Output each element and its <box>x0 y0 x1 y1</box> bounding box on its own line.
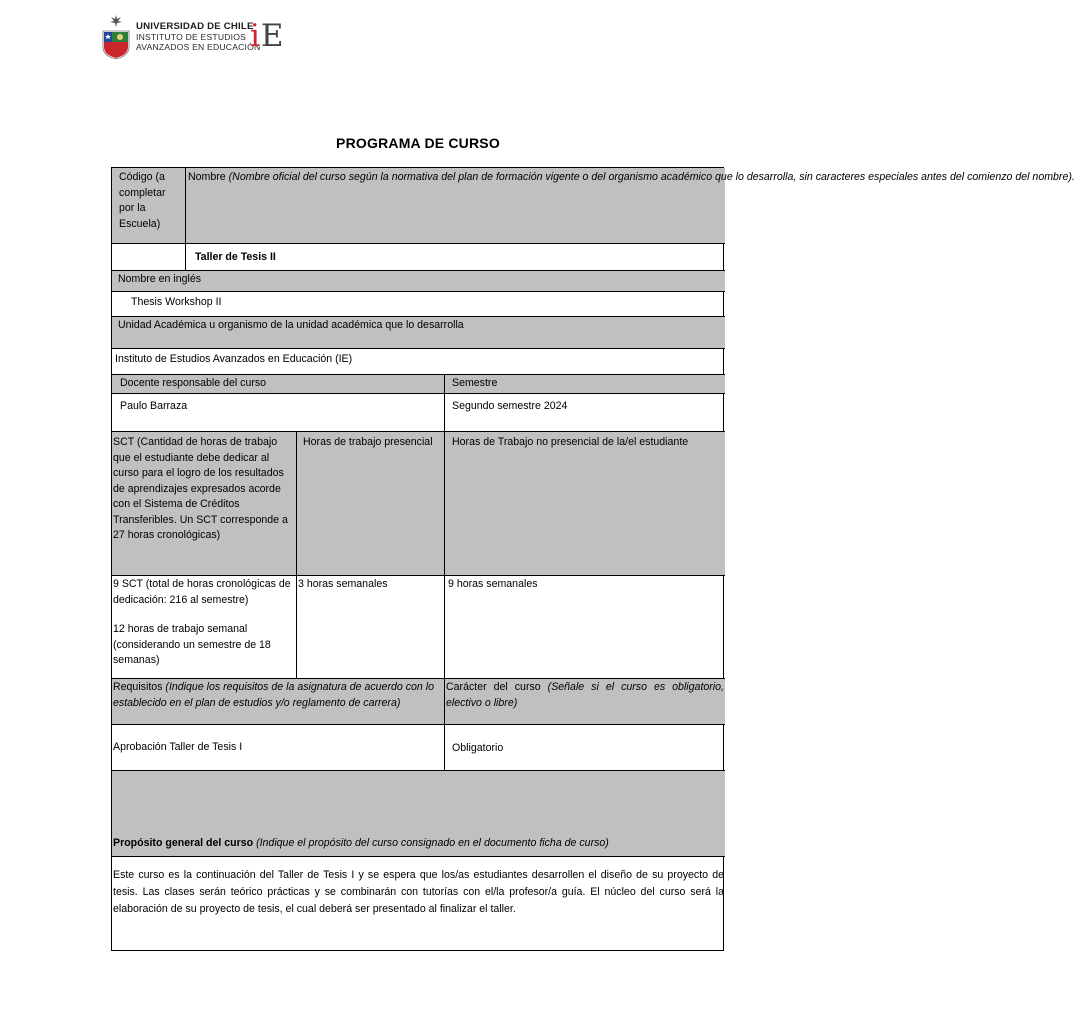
ie-logo-mark <box>250 18 285 54</box>
requisitos-label-cell <box>112 678 445 724</box>
logo-line-2: INSTITUTO DE ESTUDIOS <box>136 32 247 42</box>
docente-value: Paulo Barraza <box>120 400 188 412</box>
codigo-label-cell <box>112 168 186 243</box>
proposito-label-cell <box>112 770 725 856</box>
proposito-value: Este curso es la continuación del Taller de Tesis I y se espera que los/as estudiantes desarrollen el diseño de su proyecto de tesis. Las clases serán teórico prácticas y se combinarán con tutorías con el/la profesor/a guía. El núcleo del curso será la elaboración de su proyecto de tesis, el cual deberá ser presentado al finalizar el taller. <box>113 869 724 915</box>
nombre-ingles-label-cell <box>112 270 725 291</box>
horas-presencial-label: Horas de trabajo presencial <box>303 436 433 448</box>
docente-label: Docente responsable del curso <box>120 377 267 389</box>
ie-logo-i: i <box>250 18 261 54</box>
unidad-label-cell <box>112 316 725 348</box>
horas-no-presencial-label: Horas de Trabajo no presencial de la/el estudiante <box>452 436 689 448</box>
caracter-label: Carácter del curso <box>446 681 541 693</box>
nombre-value: Taller de Tesis II <box>195 251 276 263</box>
sct-value-weekly: 12 horas de trabajo semanal (considerando un semestre de 18 semanas) <box>113 623 271 666</box>
caracter-value: Obligatorio <box>452 742 504 754</box>
proposito-value-cell <box>112 856 725 952</box>
caracter-hint: (Señale si el curso es obligatorio, electivo o libre) <box>446 681 724 709</box>
nombre-ingles-value: Thesis Workshop II <box>131 296 222 308</box>
nombre-label: Nombre <box>188 171 226 183</box>
caracter-value-cell <box>445 724 725 770</box>
codigo-value-cell <box>112 243 186 270</box>
sct-value-cell <box>112 575 297 678</box>
nombre-label-cell <box>186 168 1075 243</box>
nombre-hint: (Nombre oficial del curso según la normativa del plan de formación vigente o del organismo académico que lo desarrolla, sin caracteres especiales antes del comienzo del nombre). <box>228 171 1075 183</box>
requisitos-label: Requisitos <box>113 681 163 693</box>
requisitos-value: Aprobación Taller de Tesis I <box>113 741 243 753</box>
university-crest-icon <box>102 14 130 60</box>
unidad-label: Unidad Académica u organismo de la unidad académica que lo desarrolla <box>118 319 464 331</box>
logo-line-3: AVANZADOS EN EDUCACIÓN <box>136 42 261 52</box>
requisitos-value-cell <box>112 724 445 770</box>
semestre-label: Semestre <box>452 377 498 389</box>
docente-value-cell <box>112 393 445 431</box>
nombre-ingles-label: Nombre en inglés <box>118 273 202 285</box>
codigo-label: Código (a completar por la Escuela) <box>119 171 166 230</box>
university-logo <box>102 14 260 60</box>
nombre-ingles-value-cell <box>112 291 725 316</box>
sct-value-total: 9 SCT (total de horas cronológicas de dedicación: 216 al semestre) <box>113 578 291 606</box>
horas-presencial-label-cell <box>297 431 445 575</box>
sct-label-cell <box>112 431 297 575</box>
horas-presencial-value: 3 horas semanales <box>298 578 388 590</box>
nombre-value-cell <box>186 243 725 270</box>
unidad-value: Instituto de Estudios Avanzados en Educación (IE) <box>115 353 353 365</box>
requisitos-hint: (Indique los requisitos de la asignatura de acuerdo con lo establecido en el plan de estudios y/o reglamento de carrera) <box>113 681 434 709</box>
unidad-value-cell <box>112 348 725 374</box>
caracter-label-cell <box>445 678 725 724</box>
horas-presencial-value-cell <box>297 575 445 678</box>
ie-logo-e: E <box>260 18 285 54</box>
semestre-value: Segundo semestre 2024 <box>452 400 568 412</box>
course-program-table <box>111 167 1075 951</box>
docente-label-cell <box>112 374 445 393</box>
document-title: PROGRAMA DE CURSO <box>336 135 500 151</box>
proposito-hint: (Indique el propósito del curso consignado en el documento ficha de curso) <box>256 837 609 849</box>
horas-no-presencial-value-cell <box>445 575 725 678</box>
semestre-label-cell <box>445 374 725 393</box>
logo-text <box>136 22 260 52</box>
horas-no-presencial-value: 9 horas semanales <box>448 578 538 590</box>
proposito-label-line <box>113 836 609 852</box>
semestre-value-cell <box>445 393 725 431</box>
sct-label: SCT (Cantidad de horas de trabajo que el estudiante debe dedicar al curso para el logro de los resultados de aprendizajes expresados acorde con el Sistema de Créditos Transferibles. Un SCT corresponde a 27 horas cronológicas) <box>113 436 288 541</box>
logo-line-1: UNIVERSIDAD DE CHILE <box>136 21 254 32</box>
proposito-label: Propósito general del curso <box>113 837 254 849</box>
horas-no-presencial-label-cell <box>445 431 725 575</box>
